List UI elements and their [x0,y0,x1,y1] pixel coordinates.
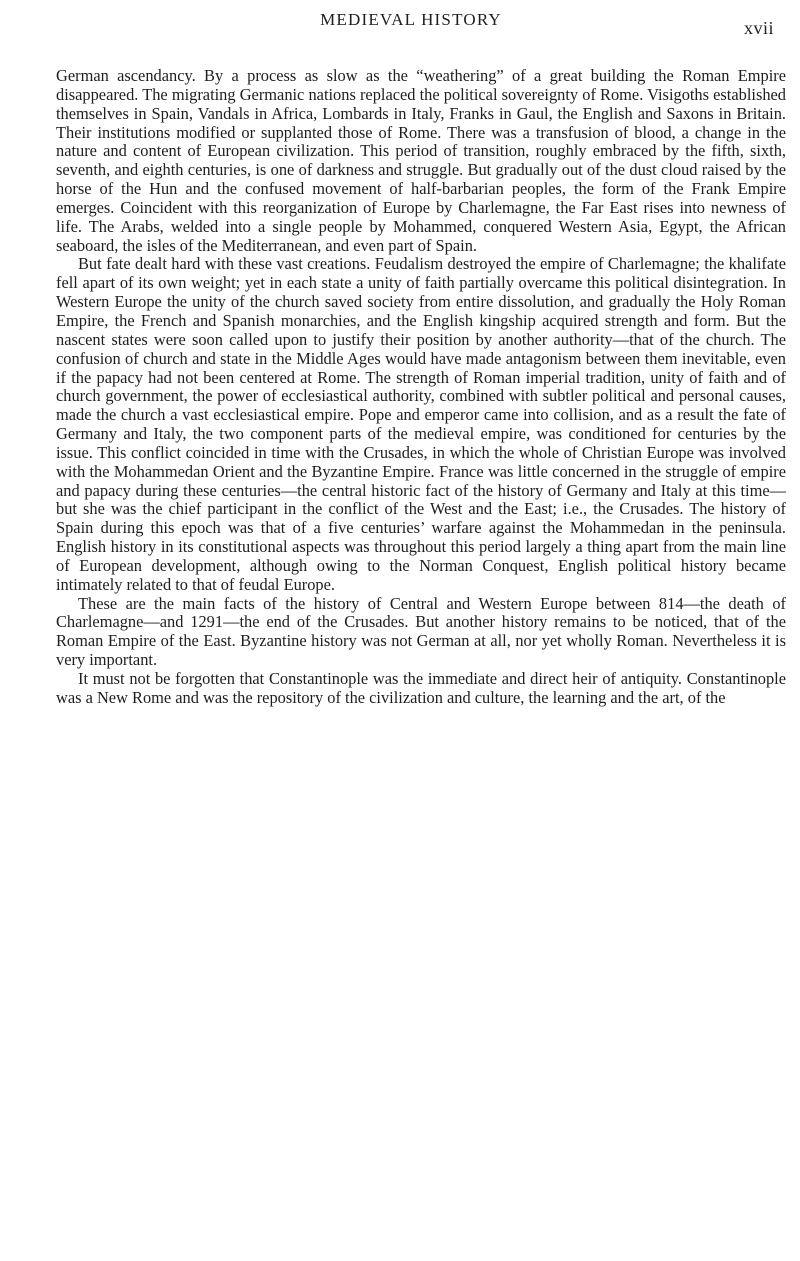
paragraph: German ascendancy. By a process as slow as the “weathering” of a great building the Roman Empire disappeared. The migrating Germanic nations replaced the political sovereignty of Rome. Visigoths established themselves in Spain, Vandals in Africa, Lombards in Italy, Franks in Gaul, the English and Saxons in Britain. Their institutions modified or supplanted those of Rome. There was a transfusion of blood, a change in the nature and content of European civilization. This period of transition, roughly embraced by the fifth, sixth, seventh, and eighth centuries, is one of darkness and struggle. But gradually out of the dust cloud raised by the horse of the Hun and the confused movement of half-barbarian peoples, the form of the Frank Empire emerges. Coincident with this reorganization of Europe by Charlemagne, the Far East rises into newness of life. The Arabs, welded into a single people by Mohammed, conquered Western Asia, Egypt, the African seaboard, the isles of the Mediterranean, and even part of Spain. [56,66,786,255]
body-text [56,67,786,708]
paragraph: But fate dealt hard with these vast creations. Feudalism destroyed the empire of Charlemagne; the khalifate fell apart of its own weight; yet in each state a unity of faith partially overcame this political disintegration. In Western Europe the unity of the church saved society from entire dissolution, and gradually the Holy Roman Empire, the French and Spanish monarchies, and the English kingship acquired strength and form. But the nascent states were soon called upon to justify their position by another authority—that of the church. The confusion of church and state in the Middle Ages would have made antagonism between them inevitable, even if the papacy had not been centered at Rome. The strength of Roman imperial tradition, unity of faith and of church government, the power of ecclesiastical authority, combined with subtler political and personal causes, made the church a vast ecclesiastical empire. Pope and emperor came into collision, and as a result the fate of Germany and Italy, the two component parts of the medieval empire, was conditioned for centuries by the issue. This conflict coincided in time with the Crusades, in which the whole of Christian Europe was involved with the Mohammedan Orient and the Byzantine Empire. France was little concerned in the struggle of empire and papacy during these centuries—the central historic fact of the history of Germany and Italy at this time—but she was the chief participant in the conflict of the West and the East; i.e., the Crusades. The history of Spain during this epoch was that of a five centuries’ warfare against the Mohammedan in the peninsula. English history in its constitutional aspects was throughout this period largely a thing apart from the main line of European development, although owing to the Norman Conquest, English political history became intimately related to that of feudal Europe. [56,254,786,594]
paragraph: It must not be forgotten that Constantinople was the immediate and direct heir of antiquity. Constantinople was a New Rome and was the repository of the civilization and culture, the learning and the art, of the [56,669,786,707]
page-number: xvii [743,18,774,38]
page-header [56,8,800,52]
running-head: MEDIEVAL HISTORY [320,10,502,29]
paragraph: These are the main facts of the history of Central and Western Europe between 814—the death of Charlemagne—and 1291—the end of the Crusades. But another history remains to be noticed, that of the Roman Empire of the East. Byzantine history was not German at all, nor yet wholly Roman. Nevertheless it is very important. [56,593,786,670]
